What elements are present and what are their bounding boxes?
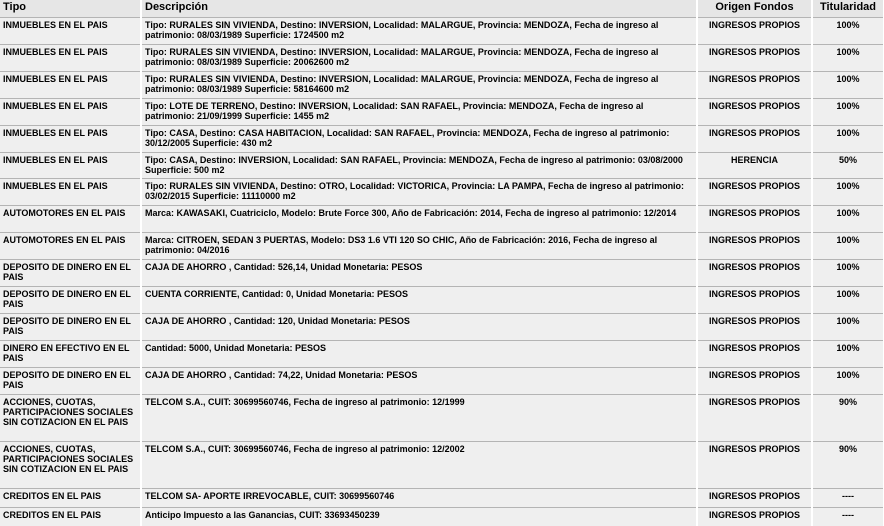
table-row — [0, 206, 884, 233]
table-header-row — [0, 0, 884, 18]
cell-tipo: DEPOSITO DE DINERO EN EL PAIS — [0, 368, 141, 395]
table-row — [0, 287, 884, 314]
cell-descripcion: Tipo: RURALES SIN VIVIENDA, Destino: INVERSION, Localidad: MALARGUE, Provincia: MENDOZA, Fecha de ingreso al patrimonio: 08/03/1989 Superficie: 58164600 m2 — [141, 72, 697, 99]
cell-descripcion: Tipo: LOTE DE TERRENO, Destino: INVERSION, Localidad: SAN RAFAEL, Provincia: MENDOZA, Fecha de ingreso al patrimonio: 21/09/1999 Superficie: 1455 m2 — [141, 99, 697, 126]
header-descripcion: Descripción — [141, 0, 697, 18]
cell-descripcion: Cantidad: 5000, Unidad Monetaria: PESOS — [141, 341, 697, 368]
cell-tipo: INMUEBLES EN EL PAIS — [0, 99, 141, 126]
cell-origen-fondos: INGRESOS PROPIOS — [697, 233, 812, 260]
table-row — [0, 18, 884, 45]
cell-tipo: DEPOSITO DE DINERO EN EL PAIS — [0, 287, 141, 314]
cell-titularidad: 90% — [812, 395, 884, 442]
cell-tipo: CREDITOS EN EL PAIS — [0, 489, 141, 508]
cell-origen-fondos: INGRESOS PROPIOS — [697, 508, 812, 526]
cell-origen-fondos: INGRESOS PROPIOS — [697, 314, 812, 341]
cell-descripcion: Marca: CITROEN, SEDAN 3 PUERTAS, Modelo: DS3 1.6 VTI 120 SO CHIC, Año de Fabricación: 2016, Fecha de ingreso al patrimonio: 04/2016 — [141, 233, 697, 260]
table-row — [0, 179, 884, 206]
cell-descripcion: Tipo: CASA, Destino: CASA HABITACION, Localidad: SAN RAFAEL, Provincia: MENDOZA, Fecha de ingreso al patrimonio: 30/12/2005 Superficie: 430 m2 — [141, 126, 697, 153]
table-row — [0, 153, 884, 179]
cell-origen-fondos: INGRESOS PROPIOS — [697, 18, 812, 45]
cell-titularidad: 100% — [812, 72, 884, 99]
cell-origen-fondos: INGRESOS PROPIOS — [697, 260, 812, 287]
cell-tipo: CREDITOS EN EL PAIS — [0, 508, 141, 526]
table-row — [0, 72, 884, 99]
cell-titularidad: 100% — [812, 99, 884, 126]
cell-origen-fondos: INGRESOS PROPIOS — [697, 72, 812, 99]
cell-titularidad: 100% — [812, 45, 884, 72]
cell-titularidad: 100% — [812, 341, 884, 368]
cell-origen-fondos: INGRESOS PROPIOS — [697, 206, 812, 233]
cell-origen-fondos: INGRESOS PROPIOS — [697, 287, 812, 314]
cell-titularidad: 100% — [812, 368, 884, 395]
cell-tipo: ACCIONES, CUOTAS, PARTICIPACIONES SOCIALES SIN COTIZACION EN EL PAIS — [0, 442, 141, 489]
cell-titularidad: 50% — [812, 153, 884, 179]
table-row — [0, 233, 884, 260]
table-row — [0, 126, 884, 153]
cell-tipo: INMUEBLES EN EL PAIS — [0, 126, 141, 153]
cell-origen-fondos: INGRESOS PROPIOS — [697, 179, 812, 206]
cell-origen-fondos: INGRESOS PROPIOS — [697, 395, 812, 442]
cell-titularidad: 90% — [812, 442, 884, 489]
header-origen-fondos: Origen Fondos — [697, 0, 812, 18]
cell-descripcion: CUENTA CORRIENTE, Cantidad: 0, Unidad Monetaria: PESOS — [141, 287, 697, 314]
cell-origen-fondos: INGRESOS PROPIOS — [697, 341, 812, 368]
cell-descripcion: CAJA DE AHORRO , Cantidad: 74,22, Unidad Monetaria: PESOS — [141, 368, 697, 395]
cell-titularidad: ---- — [812, 508, 884, 526]
cell-descripcion: Marca: KAWASAKI, Cuatriciclo, Modelo: Brute Force 300, Año de Fabricación: 2014, Fecha de ingreso al patrimonio: 12/2014 — [141, 206, 697, 233]
table-row — [0, 341, 884, 368]
cell-origen-fondos: INGRESOS PROPIOS — [697, 45, 812, 72]
cell-descripcion: Tipo: RURALES SIN VIVIENDA, Destino: INVERSION, Localidad: MALARGUE, Provincia: MENDOZA, Fecha de ingreso al patrimonio: 08/03/1989 Superficie: 20062600 m2 — [141, 45, 697, 72]
cell-titularidad: 100% — [812, 260, 884, 287]
cell-descripcion: TELCOM S.A., CUIT: 30699560746, Fecha de ingreso al patrimonio: 12/2002 — [141, 442, 697, 489]
cell-titularidad: 100% — [812, 314, 884, 341]
cell-descripcion: Tipo: RURALES SIN VIVIENDA, Destino: OTRO, Localidad: VICTORICA, Provincia: LA PAMPA, Fecha de ingreso al patrimonio: 03/02/2015 Superficie: 11110000 m2 — [141, 179, 697, 206]
cell-tipo: INMUEBLES EN EL PAIS — [0, 45, 141, 72]
cell-titularidad: 100% — [812, 179, 884, 206]
table-row — [0, 489, 884, 508]
cell-tipo: DEPOSITO DE DINERO EN EL PAIS — [0, 260, 141, 287]
cell-origen-fondos: INGRESOS PROPIOS — [697, 368, 812, 395]
table-row — [0, 314, 884, 341]
cell-titularidad: 100% — [812, 287, 884, 314]
table-row — [0, 508, 884, 526]
cell-descripcion: Tipo: CASA, Destino: INVERSION, Localidad: SAN RAFAEL, Provincia: MENDOZA, Fecha de ingreso al patrimonio: 03/08/2000 Superficie: 500 m2 — [141, 153, 697, 179]
cell-descripcion: Tipo: RURALES SIN VIVIENDA, Destino: INVERSION, Localidad: MALARGUE, Provincia: MENDOZA, Fecha de ingreso al patrimonio: 08/03/1989 Superficie: 1724500 m2 — [141, 18, 697, 45]
cell-origen-fondos: INGRESOS PROPIOS — [697, 126, 812, 153]
cell-descripcion: TELCOM S.A., CUIT: 30699560746, Fecha de ingreso al patrimonio: 12/1999 — [141, 395, 697, 442]
header-tipo: Tipo — [0, 0, 141, 18]
cell-titularidad: 100% — [812, 206, 884, 233]
cell-tipo: DINERO EN EFECTIVO EN EL PAIS — [0, 341, 141, 368]
cell-descripcion: CAJA DE AHORRO , Cantidad: 120, Unidad Monetaria: PESOS — [141, 314, 697, 341]
table-row — [0, 368, 884, 395]
header-titularidad: Titularidad — [812, 0, 884, 18]
cell-tipo: DEPOSITO DE DINERO EN EL PAIS — [0, 314, 141, 341]
cell-titularidad: ---- — [812, 489, 884, 508]
table-row — [0, 442, 884, 489]
cell-descripcion: CAJA DE AHORRO , Cantidad: 526,14, Unidad Monetaria: PESOS — [141, 260, 697, 287]
table-body — [0, 18, 884, 526]
table-row — [0, 45, 884, 72]
cell-descripcion: Anticipo Impuesto a las Ganancias, CUIT: 33693450239 — [141, 508, 697, 526]
cell-tipo: INMUEBLES EN EL PAIS — [0, 18, 141, 45]
cell-tipo: AUTOMOTORES EN EL PAIS — [0, 233, 141, 260]
cell-titularidad: 100% — [812, 126, 884, 153]
cell-origen-fondos: INGRESOS PROPIOS — [697, 99, 812, 126]
cell-tipo: INMUEBLES EN EL PAIS — [0, 179, 141, 206]
cell-titularidad: 100% — [812, 18, 884, 45]
cell-tipo: ACCIONES, CUOTAS, PARTICIPACIONES SOCIALES SIN COTIZACION EN EL PAIS — [0, 395, 141, 442]
cell-origen-fondos: INGRESOS PROPIOS — [697, 442, 812, 489]
table-row — [0, 99, 884, 126]
table-row — [0, 260, 884, 287]
cell-titularidad: 100% — [812, 233, 884, 260]
cell-origen-fondos: HERENCIA — [697, 153, 812, 179]
cell-tipo: AUTOMOTORES EN EL PAIS — [0, 206, 141, 233]
cell-tipo: INMUEBLES EN EL PAIS — [0, 153, 141, 179]
cell-tipo: INMUEBLES EN EL PAIS — [0, 72, 141, 99]
cell-origen-fondos: INGRESOS PROPIOS — [697, 489, 812, 508]
table-row — [0, 395, 884, 442]
cell-descripcion: TELCOM SA- APORTE IRREVOCABLE, CUIT: 30699560746 — [141, 489, 697, 508]
